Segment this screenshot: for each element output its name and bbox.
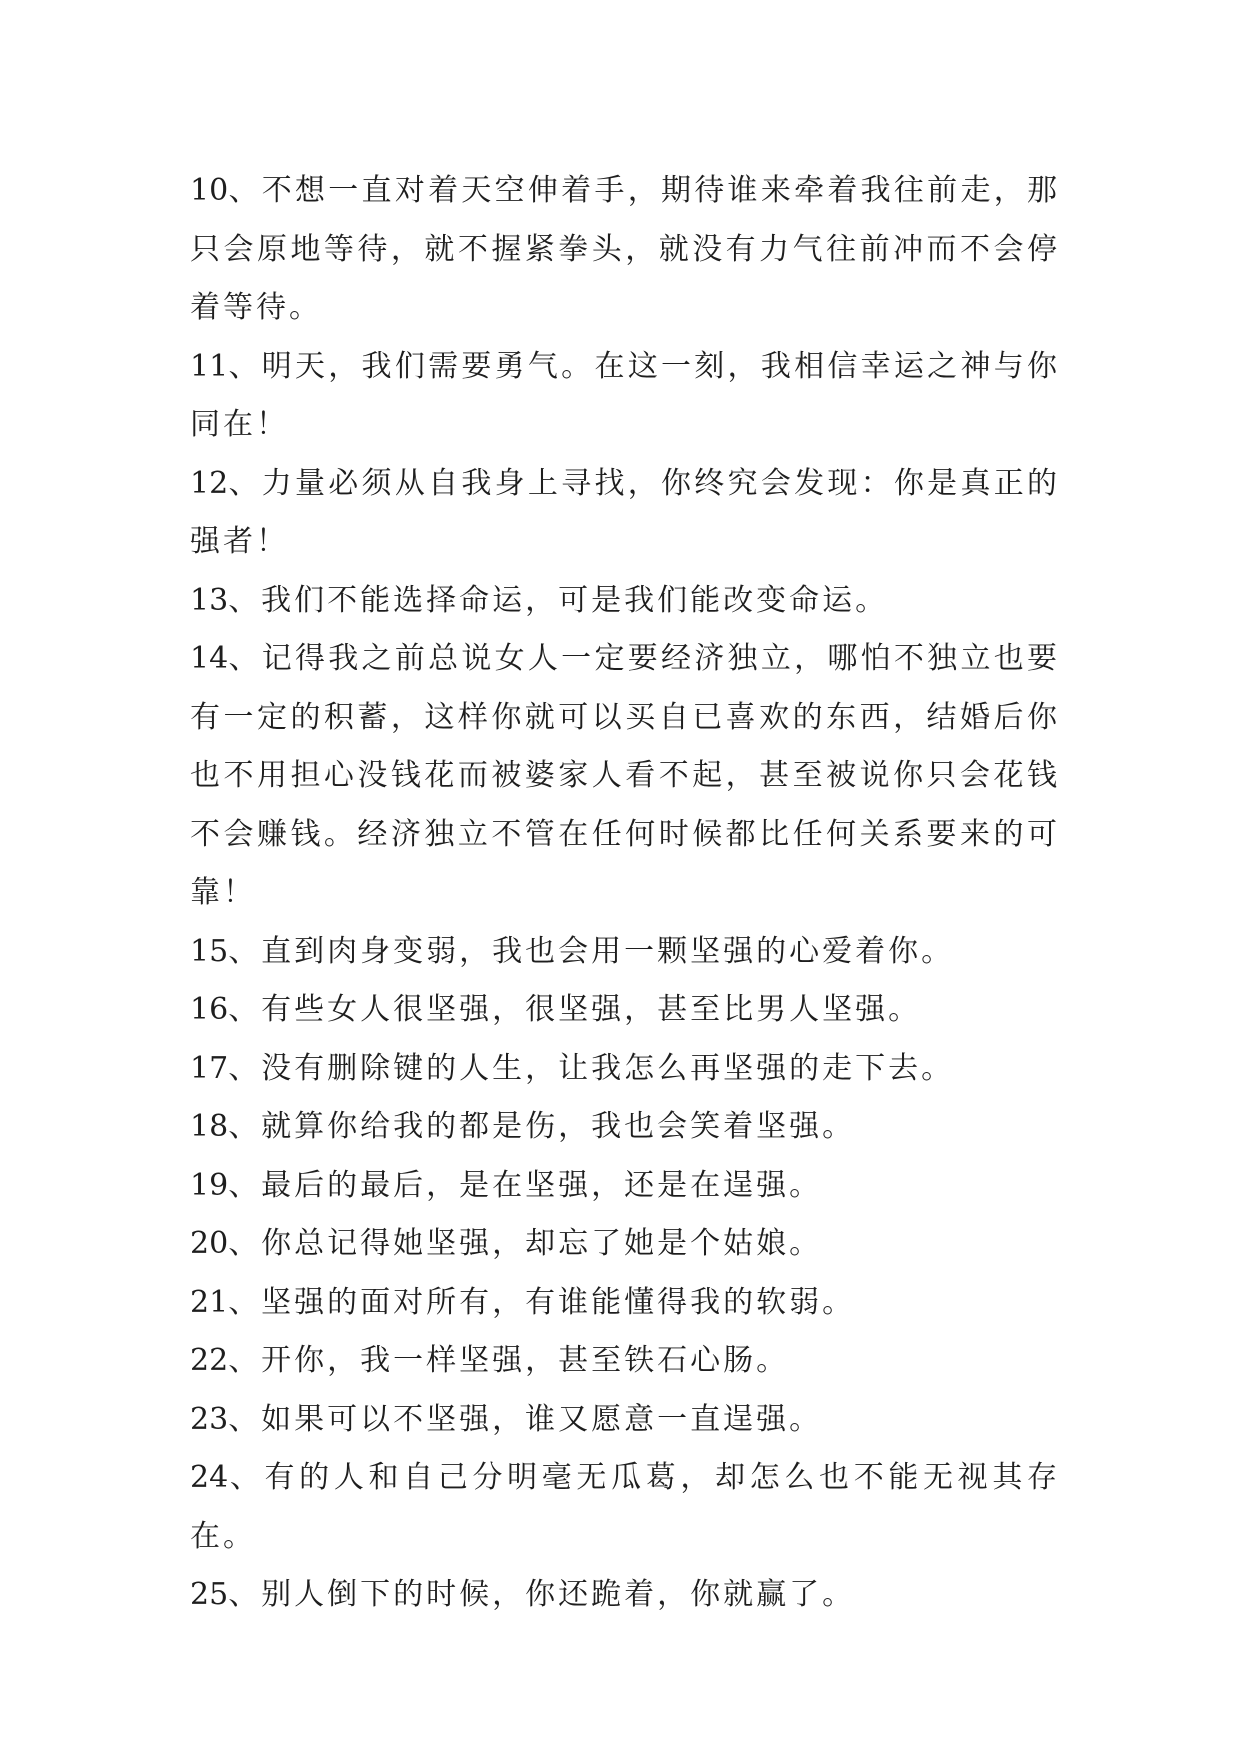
item-number: 22 xyxy=(190,1343,229,1378)
list-item xyxy=(190,630,1060,923)
item-number: 21 xyxy=(190,1284,229,1320)
item-text: 、你总记得她坚强，却忘了她是个姑娘。 xyxy=(228,1226,823,1261)
list-item xyxy=(190,162,1060,338)
item-text: 、有的人和自己分明毫无瓜葛，却怎么也不能无视其存在。 xyxy=(190,1460,1060,1554)
item-number: 19 xyxy=(190,1167,229,1203)
item-text: 、记得我之前总说女人一定要经济独立，哪怕不独立也要有一定的积蓄，这样你就可以买自已喜欢的东西，结婚后你也不用担心没钱花而被婆家人看不起，甚至被说你只会花钱不会赚钱。经济独立不管在任何时候都比任何关系要来的可靠！ xyxy=(190,641,1060,910)
list-item xyxy=(190,1274,1060,1333)
item-number: 25 xyxy=(190,1577,229,1612)
item-text: 、有些女人很坚强，很坚强，甚至比男人坚强。 xyxy=(228,992,922,1027)
item-number: 20 xyxy=(190,1226,229,1261)
item-text: 、开你，我一样坚强，甚至铁石心肠。 xyxy=(228,1343,790,1378)
item-number: 10 xyxy=(190,173,229,208)
list-item xyxy=(190,981,1060,1040)
list-item xyxy=(190,1566,1060,1625)
list-item xyxy=(190,923,1060,982)
item-text: 、没有删除键的人生，让我怎么再坚强的走下去。 xyxy=(228,1050,955,1086)
list-item xyxy=(190,1215,1060,1274)
list-item xyxy=(190,1449,1060,1566)
item-number: 17 xyxy=(190,1050,229,1086)
list-item xyxy=(190,1332,1060,1391)
list-item xyxy=(190,572,1060,631)
item-number: 24 xyxy=(190,1460,229,1495)
item-number: 23 xyxy=(190,1401,229,1437)
item-text: 、坚强的面对所有，有谁能懂得我的软弱。 xyxy=(228,1284,856,1320)
item-text: 、明天，我们需要勇气。在这一刻，我相信幸运之神与你同在！ xyxy=(190,348,1060,442)
item-number: 11 xyxy=(190,348,229,384)
item-number: 14 xyxy=(190,641,229,676)
item-number: 13 xyxy=(190,582,229,618)
item-text: 、如果可以不坚强，谁又愿意一直逞强。 xyxy=(228,1401,823,1437)
item-text: 、就算你给我的都是伤，我也会笑着坚强。 xyxy=(228,1109,856,1144)
list-item xyxy=(190,1157,1060,1216)
item-text: 、力量必须从自我身上寻找，你终究会发现：你是真正的强者！ xyxy=(190,465,1060,559)
item-number: 15 xyxy=(190,933,229,969)
document-body xyxy=(190,162,1060,1625)
item-number: 18 xyxy=(190,1109,229,1144)
item-number: 16 xyxy=(190,992,229,1027)
item-text: 、我们不能选择命运，可是我们能改变命运。 xyxy=(228,582,889,618)
item-text: 、直到肉身变弱，我也会用一颗坚强的心爱着你。 xyxy=(228,933,955,969)
item-text: 、别人倒下的时候，你还跪着，你就赢了。 xyxy=(228,1577,856,1612)
list-item xyxy=(190,1391,1060,1450)
item-text: 、最后的最后，是在坚强，还是在逞强。 xyxy=(228,1167,823,1203)
list-item xyxy=(190,1098,1060,1157)
list-item xyxy=(190,455,1060,572)
list-item xyxy=(190,1040,1060,1099)
item-text: 、不想一直对着天空伸着手，期待谁来牵着我往前走，那只会原地等待，就不握紧拳头，就没有力气往前冲而不会停着等待。 xyxy=(190,173,1060,325)
list-item xyxy=(190,338,1060,455)
item-number: 12 xyxy=(190,465,229,501)
